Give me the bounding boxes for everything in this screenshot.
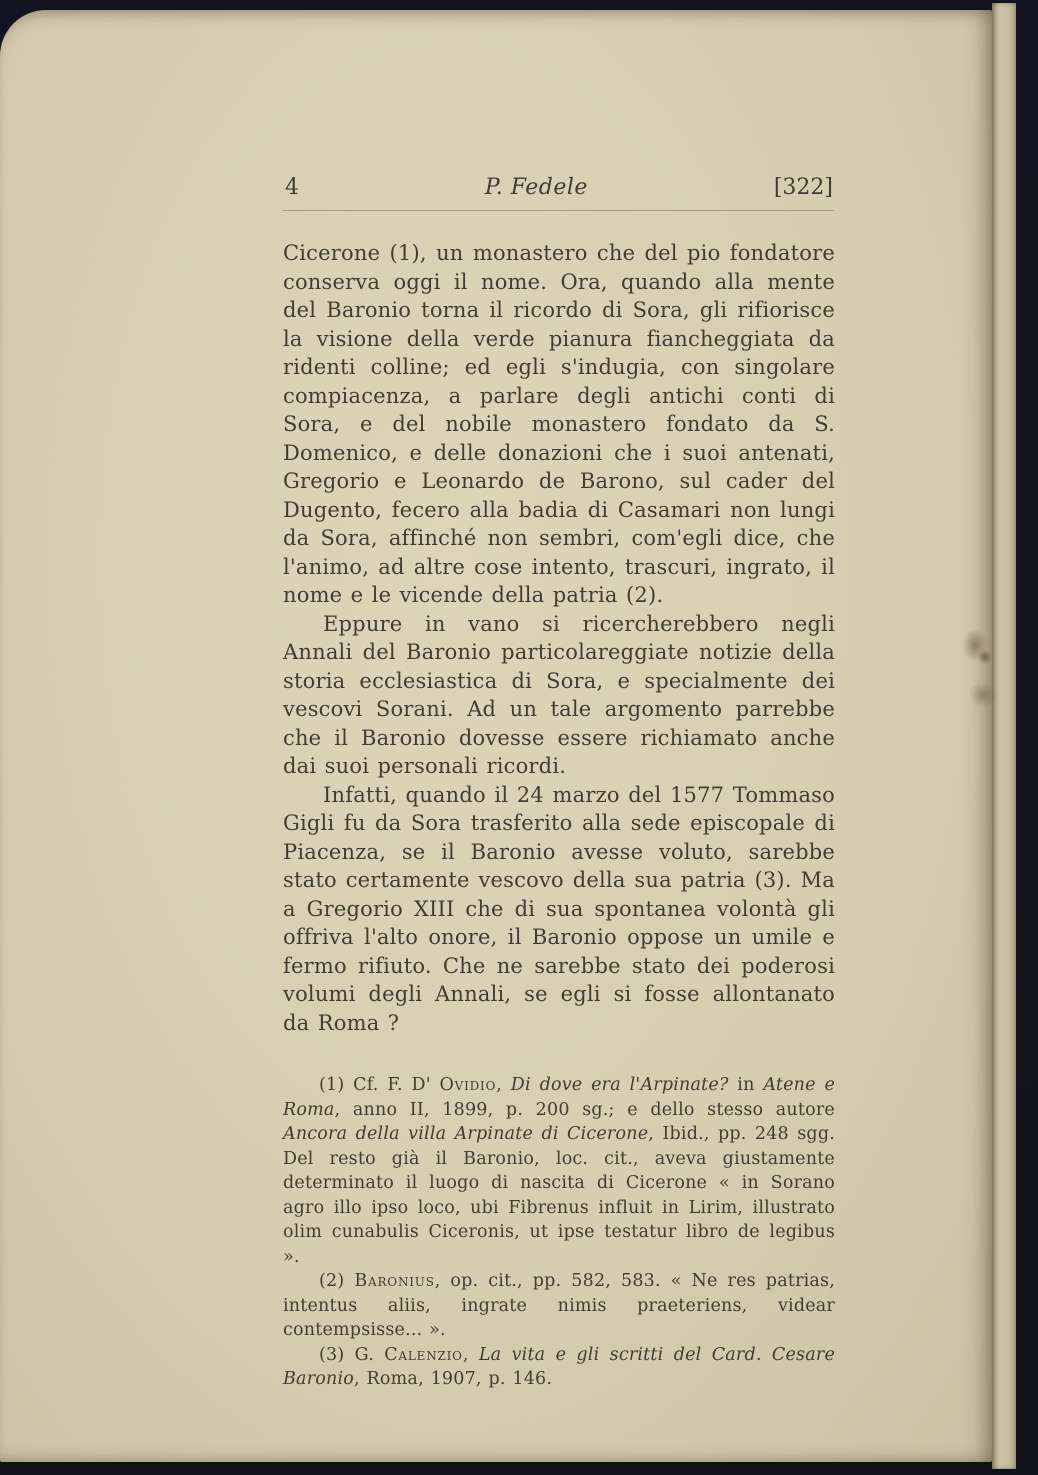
running-head (283, 175, 835, 210)
footnote-segment: , (462, 1344, 479, 1365)
footnotes (283, 1073, 835, 1392)
footnote-segment: , op. cit., pp. 582, 583. « Ne res patrias, intentus aliis, ingrate nimis praeteriens, videar contempsisse... ». (283, 1271, 836, 1340)
footnote-segment: in (728, 1075, 764, 1095)
next-page-edge (992, 3, 1016, 1469)
paragraph: Infatti, quando il 24 marzo del 1577 Tommaso Gigli fu da Sora trasferito alla sede episcopale di Piacenza, se il Baronio avesse voluto, sarebbe stato certamente vescovo della sua patria (3). Ma a Gregorio XIII che di sua spontanea volontà gli offriva l'alto onore, il Baronio oppose un umile e fermo rifiuto. Che ne sarebbe stato dei poderosi volumi degli Annali, se egli si fosse allontanato da Roma ? (283, 782, 835, 1035)
footnote-author: Baronius (354, 1271, 435, 1291)
footnote-segment: (1) Cf. F. D' (319, 1075, 440, 1095)
footnote-work-title: Atene e Roma (283, 1075, 835, 1120)
footnote-author: Ovidio (439, 1075, 497, 1095)
running-title: P. Fedele (484, 175, 588, 200)
bracket-folio: [322] (773, 175, 833, 200)
paragraph: Cicerone (1), un monastero che del pio fondatore conserva oggi il nome. Ora, quando alla mente del Baronio torna il ricordo di Sora, gli rifiorisce la visione della verde pianura fiancheggiata da ridenti colline; ed egli s'indugia, con singolare compiacenza, a parlare degli antichi conti di Sora, e del nobile monastero fondato da S. Domenico, e delle donazioni che i suoi antenati, Gregorio e Leonardo de Barono, sul cader del Dugento, fecero alla badia di Casamari non lungi da Sora, affinché non sembri, com'egli dice, che l'animo, ad altre cose intento, trascuri, ingrato, il nome e le vicende della patria (2). (283, 241, 835, 607)
paragraph: Eppure in vano si ricercherebbero negli Annali del Baronio particolareggiate notizie della storia ecclesiastica di Sora, e specialmente dei vescovi Sorani. Ad un tale argomento parrebbe che il Baronio dovesse essere richiamato anche dai suoi personali ricordi. (283, 611, 835, 778)
header-rule (283, 210, 835, 211)
body-text (283, 239, 835, 1037)
footnote-2 (283, 1269, 835, 1343)
book-page (0, 10, 992, 1462)
page-number: 4 (285, 175, 299, 200)
page-content (283, 175, 835, 1392)
footnote-segment: , Ibid., pp. 248 sgg. Del resto già il Baronio, loc. cit., aveva giustamente determinato il luogo di nascita di Cicerone « in Sorano agro illo ipso loco, ubi Fibrenus influit in Lirim, illustrato olim cunabulis Ciceronis, ut ipse testatur libro de legibus ». (283, 1124, 835, 1267)
footnote-work-title: Di dove era l'Arpinate? (510, 1075, 729, 1095)
footnote-segment: (3) G. (319, 1344, 385, 1365)
footnote-segment: , anno II, 1899, p. 200 sg.; e dello stesso autore (334, 1099, 835, 1120)
footnote-3 (283, 1343, 835, 1392)
footnote-segment: , Roma, 1907, p. 146. (354, 1369, 553, 1389)
footnote-segment: , (496, 1075, 511, 1095)
footnote-work-title: La vita e gli scritti del Card. Cesare Baronio (283, 1344, 835, 1389)
footnote-author: Calenzio (384, 1344, 463, 1365)
footnote-segment: (2) (319, 1271, 355, 1291)
footnote-1 (283, 1073, 835, 1269)
footnote-work-title: Ancora della villa Arpinate di Cicerone (283, 1124, 649, 1144)
